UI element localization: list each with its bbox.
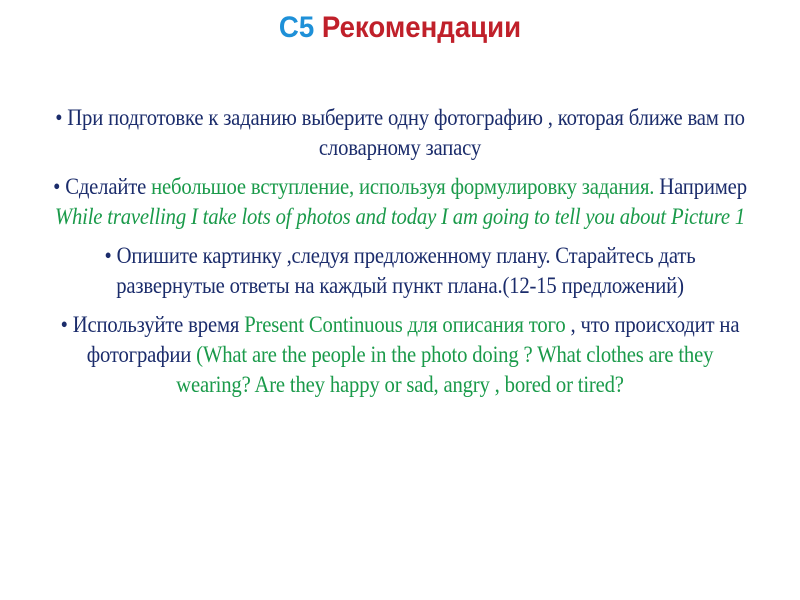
page-title: [32, 8, 768, 48]
recommendation-highlight: небольшое вступление, используя формулировку задания.: [151, 174, 655, 199]
recommendation-example: While travelling I take lots of photos and today I am going to tell you about Picture 1: [54, 204, 746, 229]
recommendation-item: [49, 172, 751, 232]
recommendation-item: [49, 310, 751, 400]
title-code: C5: [278, 11, 315, 44]
recommendation-text: • Опишите картинку ,следуя предложенному плану. Старайтесь дать развернутые ответы на каждый пункт плана.(12-15 предложений): [104, 243, 696, 298]
recommendation-text: • При подготовке к заданию выберите одну фотографию , которая ближе вам по словарному запасу: [55, 105, 745, 160]
recommendation-text-middle: , что происходит на фотографии: [86, 312, 740, 367]
recommendation-example: (What are the people in the photo doing ? What clothes are they wearing? Are they happy or sad, angry , bored or tired?: [176, 342, 714, 397]
recommendation-highlight: Present Continuous для описания того: [244, 312, 566, 337]
title-word: Рекомендации: [321, 11, 522, 44]
recommendation-item: [49, 103, 751, 163]
recommendation-text-middle: Например: [659, 174, 747, 199]
recommendation-text-start: • Используйте время: [60, 312, 240, 337]
recommendation-item: [49, 241, 751, 301]
recommendations-list: [10, 103, 790, 409]
recommendation-text-start: • Сделайте: [53, 174, 147, 199]
